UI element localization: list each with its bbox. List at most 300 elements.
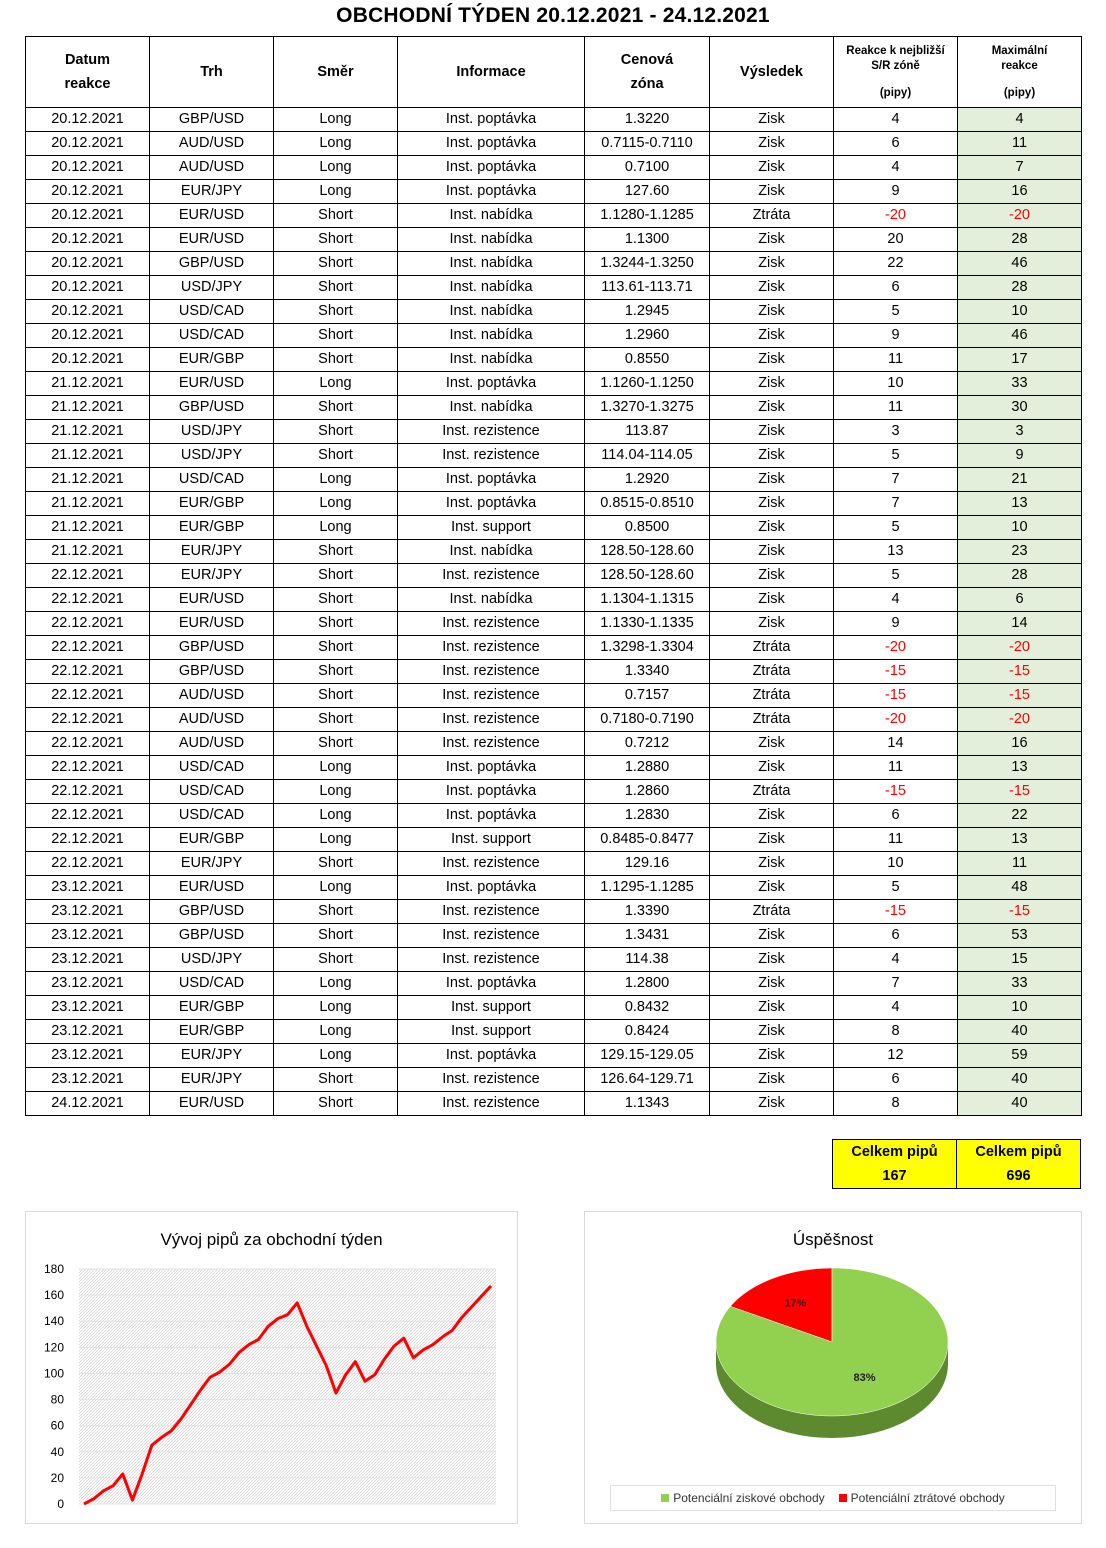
cell-zone: 1.3270-1.3275 bbox=[585, 396, 710, 420]
cell-market: AUD/USD bbox=[150, 732, 274, 756]
cell-market: USD/JPY bbox=[150, 276, 274, 300]
cell-market: EUR/JPY bbox=[150, 852, 274, 876]
cell-date: 22.12.2021 bbox=[26, 828, 150, 852]
cell-reaction: 5 bbox=[834, 444, 958, 468]
cell-direction: Long bbox=[274, 972, 398, 996]
cell-reaction: 6 bbox=[834, 276, 958, 300]
table-row bbox=[26, 252, 1082, 276]
table-row bbox=[26, 756, 1082, 780]
cell-reaction: 7 bbox=[834, 972, 958, 996]
cell-direction: Long bbox=[274, 156, 398, 180]
cell-zone: 113.87 bbox=[585, 420, 710, 444]
cell-market: EUR/USD bbox=[150, 372, 274, 396]
cell-info: Inst. poptávka bbox=[398, 804, 585, 828]
cell-market: EUR/JPY bbox=[150, 1068, 274, 1092]
cell-direction: Short bbox=[274, 444, 398, 468]
cell-reaction: 11 bbox=[834, 396, 958, 420]
cell-max-reaction: 33 bbox=[958, 972, 1082, 996]
cell-result: Zisk bbox=[710, 492, 834, 516]
cell-reaction: 10 bbox=[834, 852, 958, 876]
cell-reaction: 6 bbox=[834, 1068, 958, 1092]
cell-direction: Short bbox=[274, 588, 398, 612]
cell-reaction: 9 bbox=[834, 324, 958, 348]
cell-info: Inst. poptávka bbox=[398, 972, 585, 996]
cell-reaction: 7 bbox=[834, 492, 958, 516]
total-max-reaction-value: 696 bbox=[1006, 1168, 1031, 1184]
legend-swatch-win bbox=[661, 1494, 669, 1502]
cell-info: Inst. rezistence bbox=[398, 684, 585, 708]
cell-date: 21.12.2021 bbox=[26, 396, 150, 420]
table-row bbox=[26, 852, 1082, 876]
cell-max-reaction: 30 bbox=[958, 396, 1082, 420]
cell-info: Inst. poptávka bbox=[398, 780, 585, 804]
table-row bbox=[26, 708, 1082, 732]
cell-date: 21.12.2021 bbox=[26, 492, 150, 516]
cell-result: Zisk bbox=[710, 252, 834, 276]
cell-zone: 0.7212 bbox=[585, 732, 710, 756]
cell-reaction: 4 bbox=[834, 108, 958, 132]
cell-info: Inst. rezistence bbox=[398, 420, 585, 444]
cell-market: GBP/USD bbox=[150, 924, 274, 948]
table-row bbox=[26, 636, 1082, 660]
cell-date: 22.12.2021 bbox=[26, 588, 150, 612]
cell-date: 20.12.2021 bbox=[26, 348, 150, 372]
cell-reaction: -15 bbox=[834, 660, 958, 684]
cell-date: 23.12.2021 bbox=[26, 1044, 150, 1068]
table-row bbox=[26, 804, 1082, 828]
cell-market: USD/JPY bbox=[150, 444, 274, 468]
cell-date: 23.12.2021 bbox=[26, 972, 150, 996]
header-direction: Směr bbox=[274, 37, 398, 108]
cell-date: 22.12.2021 bbox=[26, 684, 150, 708]
cell-result: Zisk bbox=[710, 396, 834, 420]
cell-reaction: 5 bbox=[834, 564, 958, 588]
cell-direction: Short bbox=[274, 708, 398, 732]
cell-zone: 1.1295-1.1285 bbox=[585, 876, 710, 900]
cell-result: Zisk bbox=[710, 1092, 834, 1116]
cell-reaction: 7 bbox=[834, 468, 958, 492]
cell-max-reaction: 10 bbox=[958, 516, 1082, 540]
cell-result: Zisk bbox=[710, 300, 834, 324]
cell-market: EUR/USD bbox=[150, 228, 274, 252]
cell-zone: 0.7115-0.7110 bbox=[585, 132, 710, 156]
cell-result: Zisk bbox=[710, 132, 834, 156]
table-row bbox=[26, 1020, 1082, 1044]
cell-reaction: 4 bbox=[834, 156, 958, 180]
cell-info: Inst. poptávka bbox=[398, 468, 585, 492]
table-row bbox=[26, 996, 1082, 1020]
line-chart-title: Vývoj pipů za obchodní týden bbox=[160, 1230, 383, 1249]
cell-direction: Long bbox=[274, 180, 398, 204]
cell-result: Zisk bbox=[710, 588, 834, 612]
y-tick-label: 100 bbox=[43, 1366, 64, 1381]
y-tick-label: 0 bbox=[57, 1497, 64, 1511]
cell-date: 20.12.2021 bbox=[26, 180, 150, 204]
cell-date: 22.12.2021 bbox=[26, 756, 150, 780]
cell-reaction: -20 bbox=[834, 636, 958, 660]
trades-table bbox=[25, 36, 1082, 1116]
cell-info: Inst. nabídka bbox=[398, 396, 585, 420]
cell-direction: Long bbox=[274, 756, 398, 780]
cell-result: Zisk bbox=[710, 948, 834, 972]
pie-data-label: 17% bbox=[784, 1297, 807, 1310]
header-info: Informace bbox=[398, 37, 585, 108]
cell-zone: 129.16 bbox=[585, 852, 710, 876]
header-market: Trh bbox=[150, 37, 274, 108]
cell-zone: 1.2920 bbox=[585, 468, 710, 492]
cell-date: 21.12.2021 bbox=[26, 372, 150, 396]
cell-reaction: 10 bbox=[834, 372, 958, 396]
cell-date: 23.12.2021 bbox=[26, 948, 150, 972]
pie-legend bbox=[610, 1485, 1056, 1511]
cell-zone: 1.3390 bbox=[585, 900, 710, 924]
cell-market: USD/CAD bbox=[150, 804, 274, 828]
cell-result: Zisk bbox=[710, 924, 834, 948]
cell-direction: Short bbox=[274, 924, 398, 948]
cell-result: Zisk bbox=[710, 540, 834, 564]
cell-zone: 0.7157 bbox=[585, 684, 710, 708]
cell-reaction: 4 bbox=[834, 588, 958, 612]
cell-reaction: 5 bbox=[834, 516, 958, 540]
cell-result: Zisk bbox=[710, 228, 834, 252]
cell-direction: Short bbox=[274, 732, 398, 756]
cell-max-reaction: 16 bbox=[958, 732, 1082, 756]
cell-direction: Long bbox=[274, 516, 398, 540]
cell-direction: Short bbox=[274, 276, 398, 300]
cell-result: Ztráta bbox=[710, 684, 834, 708]
cell-zone: 1.3298-1.3304 bbox=[585, 636, 710, 660]
cell-zone: 114.04-114.05 bbox=[585, 444, 710, 468]
cell-date: 22.12.2021 bbox=[26, 852, 150, 876]
cell-info: Inst. poptávka bbox=[398, 132, 585, 156]
cell-result: Zisk bbox=[710, 804, 834, 828]
header-result: Výsledek bbox=[710, 37, 834, 108]
cell-max-reaction: -20 bbox=[958, 636, 1082, 660]
cell-result: Zisk bbox=[710, 732, 834, 756]
cell-zone: 127.60 bbox=[585, 180, 710, 204]
cell-reaction: 14 bbox=[834, 732, 958, 756]
cell-max-reaction: 11 bbox=[958, 852, 1082, 876]
total-max-reaction-label: Celkem pipů bbox=[975, 1144, 1062, 1160]
cell-zone: 1.2830 bbox=[585, 804, 710, 828]
cell-date: 21.12.2021 bbox=[26, 420, 150, 444]
cell-market: EUR/USD bbox=[150, 876, 274, 900]
cell-info: Inst. nabídka bbox=[398, 348, 585, 372]
cell-direction: Short bbox=[274, 660, 398, 684]
cell-direction: Short bbox=[274, 612, 398, 636]
cell-zone: 1.1330-1.1335 bbox=[585, 612, 710, 636]
table-row bbox=[26, 828, 1082, 852]
cell-zone: 1.2945 bbox=[585, 300, 710, 324]
cell-info: Inst. rezistence bbox=[398, 852, 585, 876]
line-chart-panel bbox=[25, 1211, 518, 1524]
cell-zone: 0.8432 bbox=[585, 996, 710, 1020]
legend-item-loss: Potenciální ztrátové obchody bbox=[839, 1491, 1005, 1505]
cell-date: 21.12.2021 bbox=[26, 468, 150, 492]
cell-zone: 128.50-128.60 bbox=[585, 564, 710, 588]
cell-result: Zisk bbox=[710, 324, 834, 348]
cell-max-reaction: 22 bbox=[958, 804, 1082, 828]
table-row bbox=[26, 1092, 1082, 1116]
cell-zone: 1.2860 bbox=[585, 780, 710, 804]
cell-zone: 0.8550 bbox=[585, 348, 710, 372]
cell-result: Ztráta bbox=[710, 660, 834, 684]
cell-date: 22.12.2021 bbox=[26, 732, 150, 756]
cell-market: USD/CAD bbox=[150, 300, 274, 324]
pie-chart-title: Úspěšnost bbox=[792, 1230, 874, 1249]
cell-max-reaction: 23 bbox=[958, 540, 1082, 564]
cell-date: 23.12.2021 bbox=[26, 900, 150, 924]
cell-market: EUR/USD bbox=[150, 1092, 274, 1116]
cell-max-reaction: -15 bbox=[958, 684, 1082, 708]
cell-market: USD/CAD bbox=[150, 324, 274, 348]
cell-reaction: 3 bbox=[834, 420, 958, 444]
cell-max-reaction: 10 bbox=[958, 996, 1082, 1020]
cell-direction: Long bbox=[274, 780, 398, 804]
cell-zone: 113.61-113.71 bbox=[585, 276, 710, 300]
cell-date: 22.12.2021 bbox=[26, 780, 150, 804]
cell-max-reaction: 28 bbox=[958, 228, 1082, 252]
cell-date: 22.12.2021 bbox=[26, 636, 150, 660]
cell-max-reaction: -20 bbox=[958, 204, 1082, 228]
cell-direction: Long bbox=[274, 876, 398, 900]
cell-info: Inst. rezistence bbox=[398, 708, 585, 732]
cell-market: EUR/GBP bbox=[150, 348, 274, 372]
table-row bbox=[26, 468, 1082, 492]
cell-date: 20.12.2021 bbox=[26, 156, 150, 180]
y-tick-label: 160 bbox=[43, 1288, 64, 1303]
cell-max-reaction: 7 bbox=[958, 156, 1082, 180]
cell-result: Ztráta bbox=[710, 900, 834, 924]
cell-reaction: -15 bbox=[834, 900, 958, 924]
cell-zone: 0.8500 bbox=[585, 516, 710, 540]
cell-reaction: 11 bbox=[834, 756, 958, 780]
cell-info: Inst. rezistence bbox=[398, 660, 585, 684]
table-row bbox=[26, 612, 1082, 636]
cell-market: EUR/USD bbox=[150, 588, 274, 612]
cell-zone: 1.1260-1.1250 bbox=[585, 372, 710, 396]
cell-info: Inst. nabídka bbox=[398, 588, 585, 612]
cell-max-reaction: 14 bbox=[958, 612, 1082, 636]
cell-zone: 114.38 bbox=[585, 948, 710, 972]
y-tick-label: 40 bbox=[50, 1444, 64, 1459]
cell-date: 20.12.2021 bbox=[26, 300, 150, 324]
table-row bbox=[26, 372, 1082, 396]
total-reaction-value: 167 bbox=[882, 1168, 907, 1184]
cell-info: Inst. support bbox=[398, 1020, 585, 1044]
cell-direction: Short bbox=[274, 540, 398, 564]
cell-reaction: 11 bbox=[834, 348, 958, 372]
cell-result: Zisk bbox=[710, 972, 834, 996]
cell-date: 22.12.2021 bbox=[26, 660, 150, 684]
cell-direction: Short bbox=[274, 564, 398, 588]
cell-result: Zisk bbox=[710, 876, 834, 900]
cell-direction: Short bbox=[274, 348, 398, 372]
cell-max-reaction: 13 bbox=[958, 492, 1082, 516]
cell-date: 22.12.2021 bbox=[26, 612, 150, 636]
cell-direction: Short bbox=[274, 636, 398, 660]
cell-info: Inst. nabídka bbox=[398, 540, 585, 564]
cell-market: EUR/GBP bbox=[150, 516, 274, 540]
cell-market: GBP/USD bbox=[150, 660, 274, 684]
table-row bbox=[26, 396, 1082, 420]
table-row bbox=[26, 900, 1082, 924]
cell-direction: Long bbox=[274, 1044, 398, 1068]
cell-reaction: 6 bbox=[834, 924, 958, 948]
cell-result: Zisk bbox=[710, 852, 834, 876]
cell-info: Inst. rezistence bbox=[398, 1068, 585, 1092]
cell-market: AUD/USD bbox=[150, 156, 274, 180]
cell-result: Zisk bbox=[710, 1044, 834, 1068]
cell-zone: 0.7180-0.7190 bbox=[585, 708, 710, 732]
cell-direction: Long bbox=[274, 492, 398, 516]
table-row bbox=[26, 540, 1082, 564]
cell-direction: Short bbox=[274, 324, 398, 348]
cell-result: Zisk bbox=[710, 996, 834, 1020]
cell-date: 20.12.2021 bbox=[26, 108, 150, 132]
table-row bbox=[26, 876, 1082, 900]
cell-info: Inst. poptávka bbox=[398, 108, 585, 132]
cell-direction: Long bbox=[274, 468, 398, 492]
cell-zone: 1.1280-1.1285 bbox=[585, 204, 710, 228]
cell-date: 24.12.2021 bbox=[26, 1092, 150, 1116]
cell-max-reaction: 33 bbox=[958, 372, 1082, 396]
cell-market: USD/CAD bbox=[150, 780, 274, 804]
cell-zone: 129.15-129.05 bbox=[585, 1044, 710, 1068]
cell-max-reaction: 11 bbox=[958, 132, 1082, 156]
cell-reaction: -15 bbox=[834, 780, 958, 804]
cell-reaction: -15 bbox=[834, 684, 958, 708]
cell-date: 22.12.2021 bbox=[26, 564, 150, 588]
header-zone: Cenová zóna bbox=[585, 37, 710, 108]
cell-max-reaction: 40 bbox=[958, 1020, 1082, 1044]
cell-result: Zisk bbox=[710, 564, 834, 588]
cell-max-reaction: -20 bbox=[958, 708, 1082, 732]
cell-zone: 0.8485-0.8477 bbox=[585, 828, 710, 852]
cell-info: Inst. rezistence bbox=[398, 564, 585, 588]
table-header-row bbox=[26, 37, 1082, 108]
cell-date: 23.12.2021 bbox=[26, 996, 150, 1020]
cell-info: Inst. nabídka bbox=[398, 252, 585, 276]
cell-max-reaction: 17 bbox=[958, 348, 1082, 372]
cell-zone: 1.3244-1.3250 bbox=[585, 252, 710, 276]
cell-date: 21.12.2021 bbox=[26, 516, 150, 540]
cell-market: USD/JPY bbox=[150, 420, 274, 444]
table-row bbox=[26, 156, 1082, 180]
cell-date: 23.12.2021 bbox=[26, 876, 150, 900]
cell-result: Ztráta bbox=[710, 636, 834, 660]
cell-reaction: 4 bbox=[834, 996, 958, 1020]
cell-max-reaction: 46 bbox=[958, 252, 1082, 276]
cell-direction: Short bbox=[274, 300, 398, 324]
table-row bbox=[26, 924, 1082, 948]
cell-reaction: 9 bbox=[834, 612, 958, 636]
cell-max-reaction: 6 bbox=[958, 588, 1082, 612]
cell-market: EUR/USD bbox=[150, 612, 274, 636]
cell-info: Inst. support bbox=[398, 828, 585, 852]
cell-direction: Long bbox=[274, 1020, 398, 1044]
cell-result: Zisk bbox=[710, 1068, 834, 1092]
cell-market: GBP/USD bbox=[150, 108, 274, 132]
page-title: OBCHODNÍ TÝDEN 20.12.2021 - 24.12.2021 bbox=[336, 4, 770, 27]
cell-market: AUD/USD bbox=[150, 132, 274, 156]
cell-result: Zisk bbox=[710, 756, 834, 780]
cell-zone: 1.3431 bbox=[585, 924, 710, 948]
cell-market: EUR/JPY bbox=[150, 564, 274, 588]
cell-market: EUR/GBP bbox=[150, 492, 274, 516]
cell-result: Zisk bbox=[710, 1020, 834, 1044]
cell-max-reaction: 4 bbox=[958, 108, 1082, 132]
cell-direction: Short bbox=[274, 1092, 398, 1116]
cell-info: Inst. support bbox=[398, 996, 585, 1020]
cell-info: Inst. rezistence bbox=[398, 924, 585, 948]
table-row bbox=[26, 444, 1082, 468]
cell-info: Inst. poptávka bbox=[398, 372, 585, 396]
cell-info: Inst. rezistence bbox=[398, 900, 585, 924]
cell-date: 22.12.2021 bbox=[26, 804, 150, 828]
cell-reaction: 20 bbox=[834, 228, 958, 252]
table-row bbox=[26, 420, 1082, 444]
cell-reaction: 5 bbox=[834, 876, 958, 900]
cell-market: EUR/GBP bbox=[150, 1020, 274, 1044]
table-row bbox=[26, 492, 1082, 516]
table-row bbox=[26, 780, 1082, 804]
cell-reaction: -20 bbox=[834, 204, 958, 228]
legend-item-win: Potenciální ziskové obchody bbox=[661, 1491, 824, 1505]
cell-result: Ztráta bbox=[710, 204, 834, 228]
cell-info: Inst. poptávka bbox=[398, 156, 585, 180]
cell-zone: 1.2800 bbox=[585, 972, 710, 996]
cell-market: GBP/USD bbox=[150, 900, 274, 924]
y-tick-label: 60 bbox=[50, 1418, 64, 1433]
cell-zone: 0.8424 bbox=[585, 1020, 710, 1044]
cell-max-reaction: 40 bbox=[958, 1092, 1082, 1116]
cell-date: 20.12.2021 bbox=[26, 324, 150, 348]
cell-info: Inst. poptávka bbox=[398, 180, 585, 204]
cell-market: USD/CAD bbox=[150, 756, 274, 780]
cell-info: Inst. rezistence bbox=[398, 444, 585, 468]
table-row bbox=[26, 564, 1082, 588]
cell-zone: 1.1304-1.1315 bbox=[585, 588, 710, 612]
cell-direction: Short bbox=[274, 684, 398, 708]
table-row bbox=[26, 108, 1082, 132]
cell-info: Inst. rezistence bbox=[398, 636, 585, 660]
cell-market: EUR/JPY bbox=[150, 1044, 274, 1068]
cell-market: AUD/USD bbox=[150, 708, 274, 732]
cell-info: Inst. poptávka bbox=[398, 756, 585, 780]
cell-reaction: 13 bbox=[834, 540, 958, 564]
cell-date: 20.12.2021 bbox=[26, 132, 150, 156]
cell-direction: Short bbox=[274, 852, 398, 876]
pie-chart bbox=[585, 1212, 1081, 1523]
cell-date: 23.12.2021 bbox=[26, 924, 150, 948]
cell-market: USD/JPY bbox=[150, 948, 274, 972]
y-tick-label: 80 bbox=[50, 1392, 64, 1407]
cell-result: Zisk bbox=[710, 612, 834, 636]
cell-reaction: -20 bbox=[834, 708, 958, 732]
y-tick-label: 140 bbox=[43, 1314, 64, 1329]
table-row bbox=[26, 180, 1082, 204]
y-tick-label: 180 bbox=[43, 1262, 64, 1276]
cell-market: GBP/USD bbox=[150, 252, 274, 276]
cell-direction: Short bbox=[274, 420, 398, 444]
cell-max-reaction: 48 bbox=[958, 876, 1082, 900]
cell-reaction: 12 bbox=[834, 1044, 958, 1068]
table-row bbox=[26, 324, 1082, 348]
table-row bbox=[26, 132, 1082, 156]
cell-market: EUR/GBP bbox=[150, 996, 274, 1020]
cell-reaction: 11 bbox=[834, 828, 958, 852]
